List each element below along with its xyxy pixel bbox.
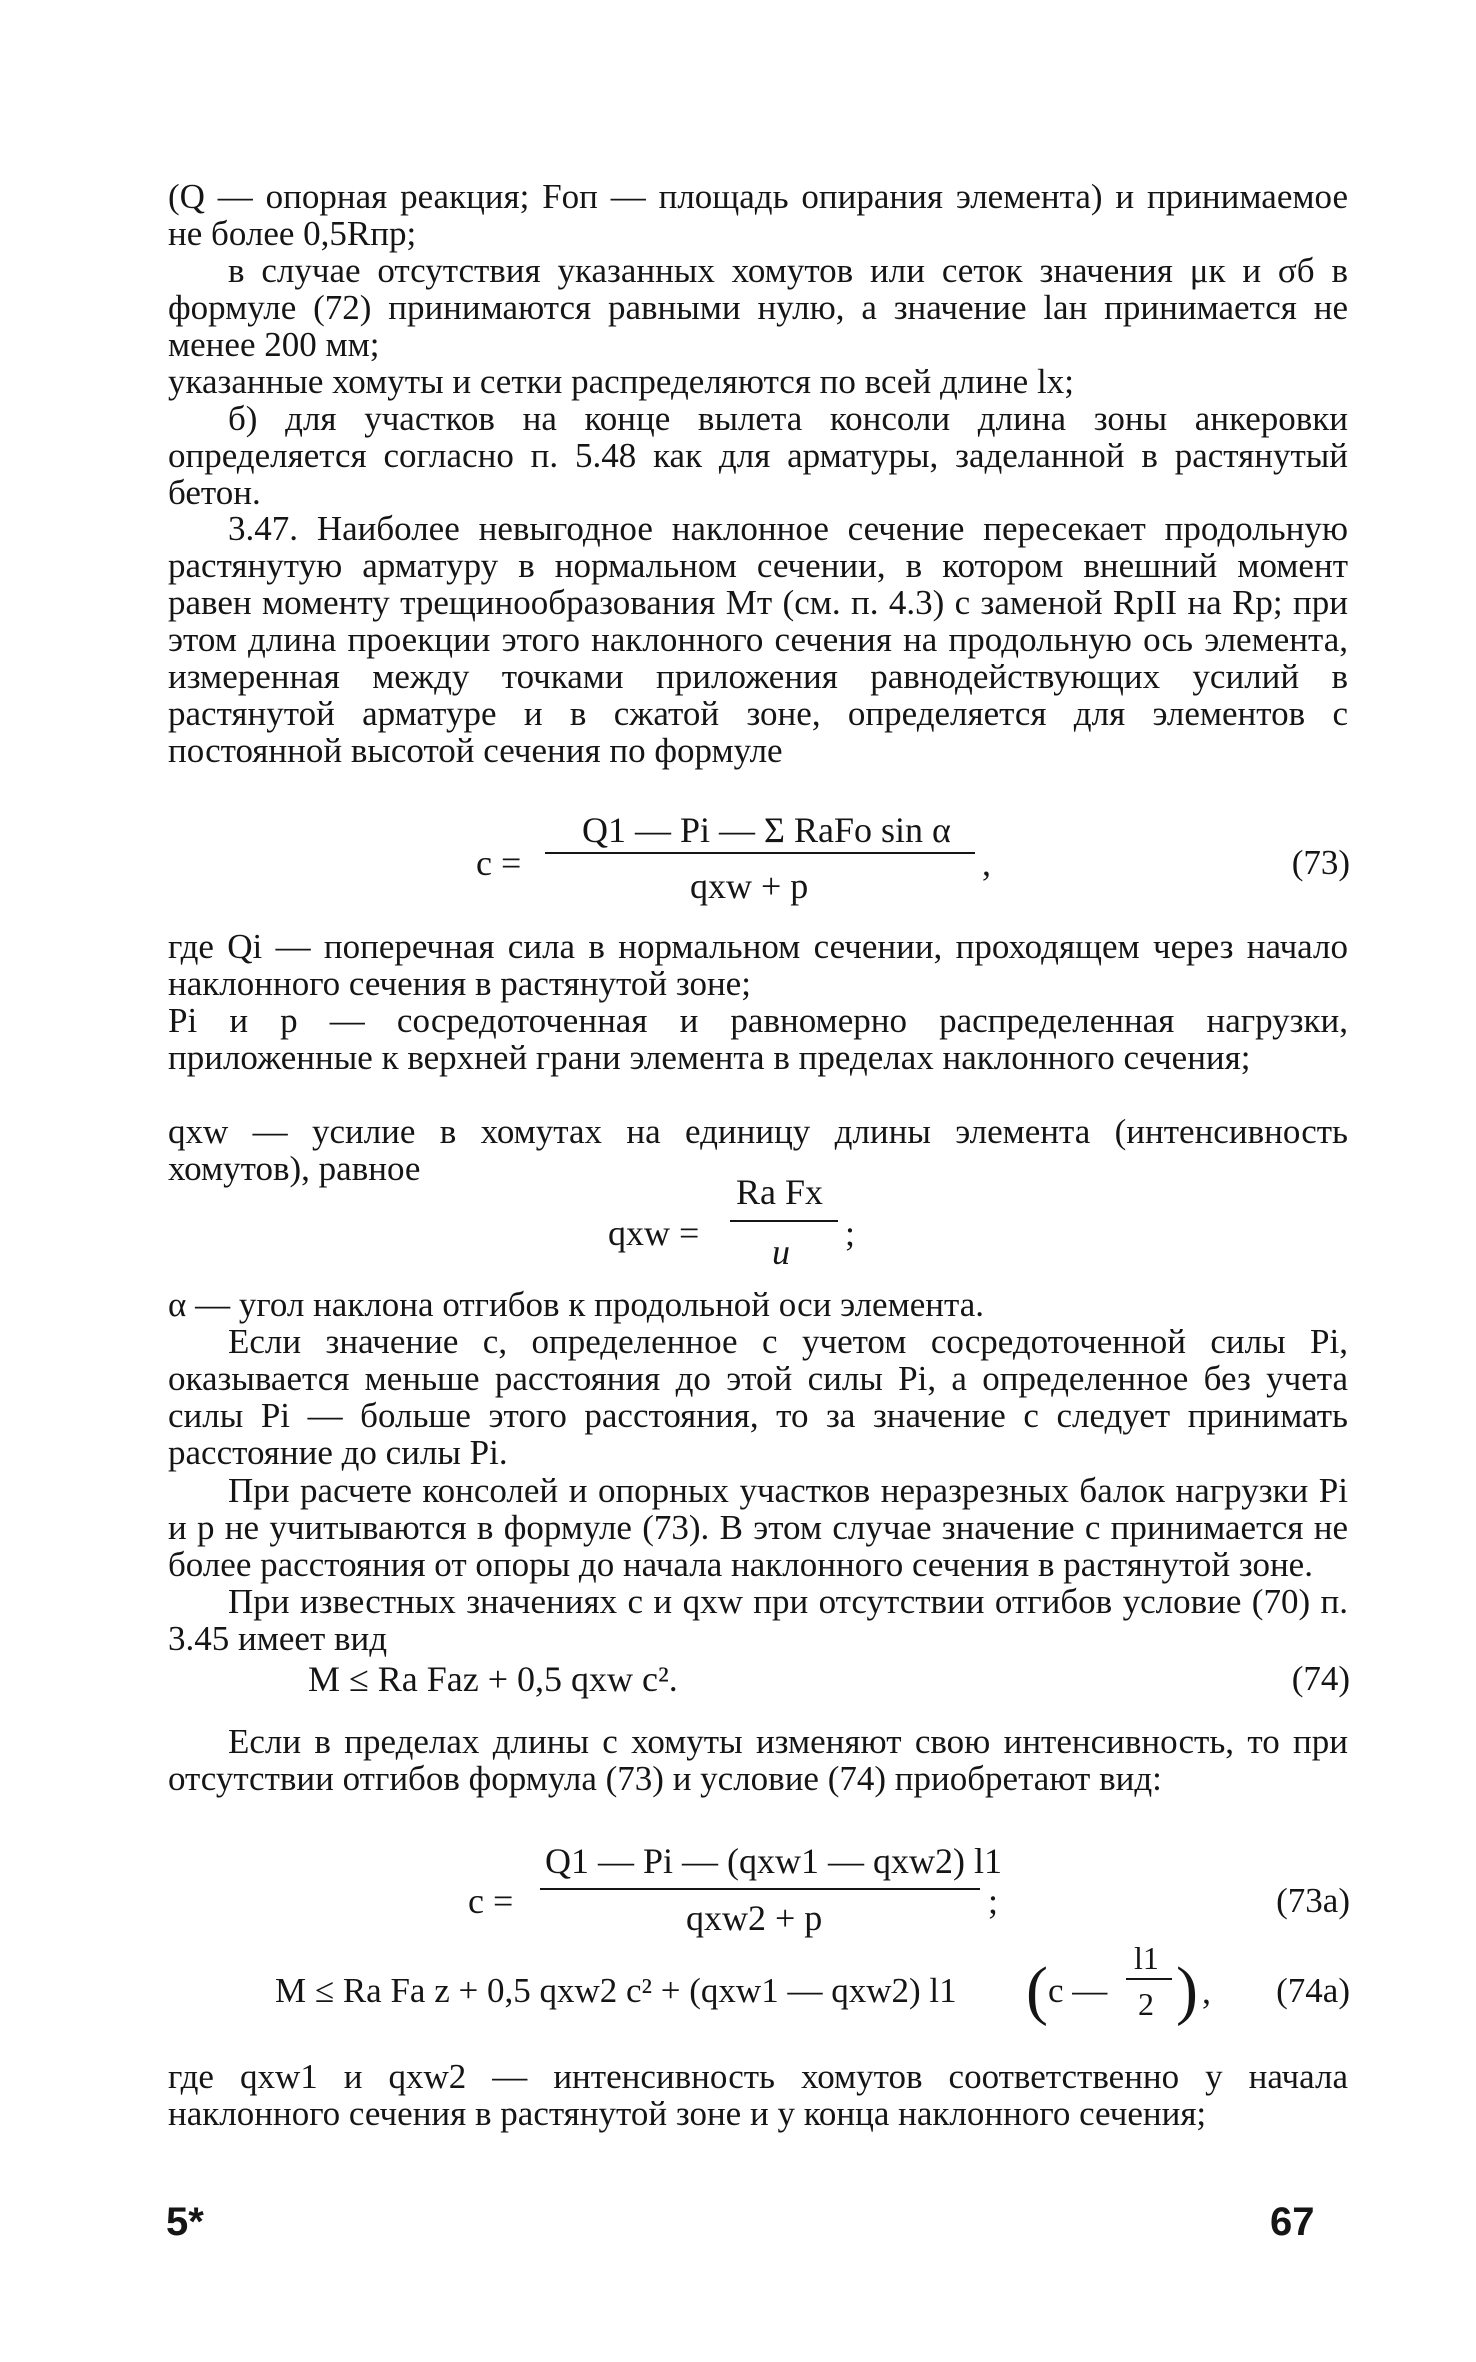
eq74a-lead: M ≤ Rа Fа z + 0,5 qхw2 c² + (qхw1 — qхw2) l1 xyxy=(275,1971,957,2010)
eq74-body: M ≤ Rа Fаz + 0,5 qхw c². xyxy=(308,1659,678,1699)
eq73a-lhs: c = xyxy=(468,1881,514,1921)
paragraph-distribution: указанные хомуты и сетки распределяются по всей длине lх; xyxy=(168,362,1074,401)
paragraph-3-47: 3.47. Наиболее невыгодное наклонное сечение пересекает продольную растянутую арматуру в нормальном сечении, в котором внешний момент равен моменту трещинообразования Mт (см. п. 4.3) с заменой RрII на Rр; при этом длина проекции этого наклонного сечения на продольную ось элемента, измеренная между точками приложения равнодействующих усилий в растянутой арматуре и в сжатой зоне, определяется для элементов с постоянной высотой сечения по формуле xyxy=(168,509,1348,770)
eq73-lhs: c = xyxy=(476,843,522,883)
paragraph-absent-stirrups: в случае отсутствия указанных хомутов или сеток значения μк и σб в формуле (72) принимаются равными нулю, а значение lан принимается не менее 200 мм; xyxy=(168,251,1348,364)
signature-mark: 5* xyxy=(166,2200,204,2244)
page-number: 67 xyxy=(1270,2200,1315,2244)
paragraph-varying-intensity: Если в пределах длины c хомуты изменяют свою интенсивность, то при отсутствии отгибов формула (73) и условие (74) приобретают вид: xyxy=(168,1722,1348,1798)
eqqxw-semicolon: ; xyxy=(845,1213,856,1253)
eqqxw-denominator: u xyxy=(772,1232,790,1272)
eq74a-fraction-bar xyxy=(1126,1978,1172,1980)
eq74a-frac-den: 2 xyxy=(1138,1986,1154,2022)
eq73a-denominator: qхw2 + p xyxy=(686,1898,823,1938)
eq74a-inner: c — xyxy=(1048,1971,1108,2010)
eq74a-paren-left: ( xyxy=(1026,1954,1048,2027)
eq73-number: (73) xyxy=(1291,843,1350,882)
eq73a-number: (73а) xyxy=(1276,1881,1350,1920)
paragraph-if-c: Если значение c, определенное с учетом сосредоточенной силы Pi, оказывается меньше расстояния до этой силы Pi, а определенное без учета силы Pi — больше этого расстояния, то за значение c следует принимать расстояние до силы Pi. xyxy=(168,1322,1348,1472)
paragraph-consoles: При расчете консолей и опорных участков неразрезных балок нагрузки Pi и p не учитываются в формуле (73). В этом случае значение c принимается не более расстояния от опоры до начала наклонного сечения в растянутой зоне. xyxy=(168,1471,1348,1584)
eq74a-frac-num: l1 xyxy=(1134,1940,1159,1976)
paragraph-where-Q: где Qi — поперечная сила в нормальном сечении, проходящем через начало наклонного сечения в растянутой зоне; xyxy=(168,927,1348,1003)
paragraph-cantilever: б) для участков на конце вылета консоли длина зоны анкеровки определяется согласно п. 5.48 как для арматуры, заделанной в растянутый бетон. xyxy=(168,399,1348,512)
eqqxw-fraction-bar xyxy=(730,1220,838,1222)
eq73-denominator: qхw + p xyxy=(690,866,809,906)
eq73a-numerator: Q1 — Pi — (qхw1 — qхw2) l1 xyxy=(545,1841,1002,1881)
paragraph-P-and-p: Pi и p — сосредоточенная и равномерно распределенная нагрузки, приложенные к верхней грани элемента в пределах наклонного сечения; xyxy=(168,1001,1348,1077)
eq74a-comma: , xyxy=(1202,1971,1211,2011)
eq74a-paren-right: ) xyxy=(1176,1954,1198,2027)
paragraph-reaction: (Q — опорная реакция; Fоп — площадь опирания элемента) и принимаемое не более 0,5Rпр; xyxy=(168,177,1348,253)
eq73a-semicolon: ; xyxy=(988,1881,999,1921)
eq74-number: (74) xyxy=(1291,1659,1350,1698)
paragraph-alpha: α — угол наклона отгибов к продольной оси элемента. xyxy=(168,1285,984,1324)
eq73-numerator: Q1 — Pi — Σ RаFо sin α xyxy=(582,810,951,850)
paragraph-where-qxw1: где qхw1 и qхw2 — интенсивность хомутов соответственно у начала наклонного сечения в растянутой зоне и у конца наклонного сечения; xyxy=(168,2057,1348,2133)
eqqxw-lhs: qхw = xyxy=(608,1213,700,1253)
eq73-fraction-bar xyxy=(545,852,975,854)
eqqxw-numerator: Rа Fх xyxy=(736,1172,824,1212)
eq73-comma: , xyxy=(982,843,991,883)
paragraph-qxw: qхw — усилие в хомутах на единицу длины элемента (интенсивность хомутов), равное xyxy=(168,1112,1348,1188)
paragraph-known-values: При известных значениях c и qхw при отсутствии отгибов условие (70) п. 3.45 имеет вид xyxy=(168,1582,1348,1658)
eq73a-fraction-bar xyxy=(540,1888,980,1890)
eq74a-number: (74а) xyxy=(1276,1971,1350,2010)
